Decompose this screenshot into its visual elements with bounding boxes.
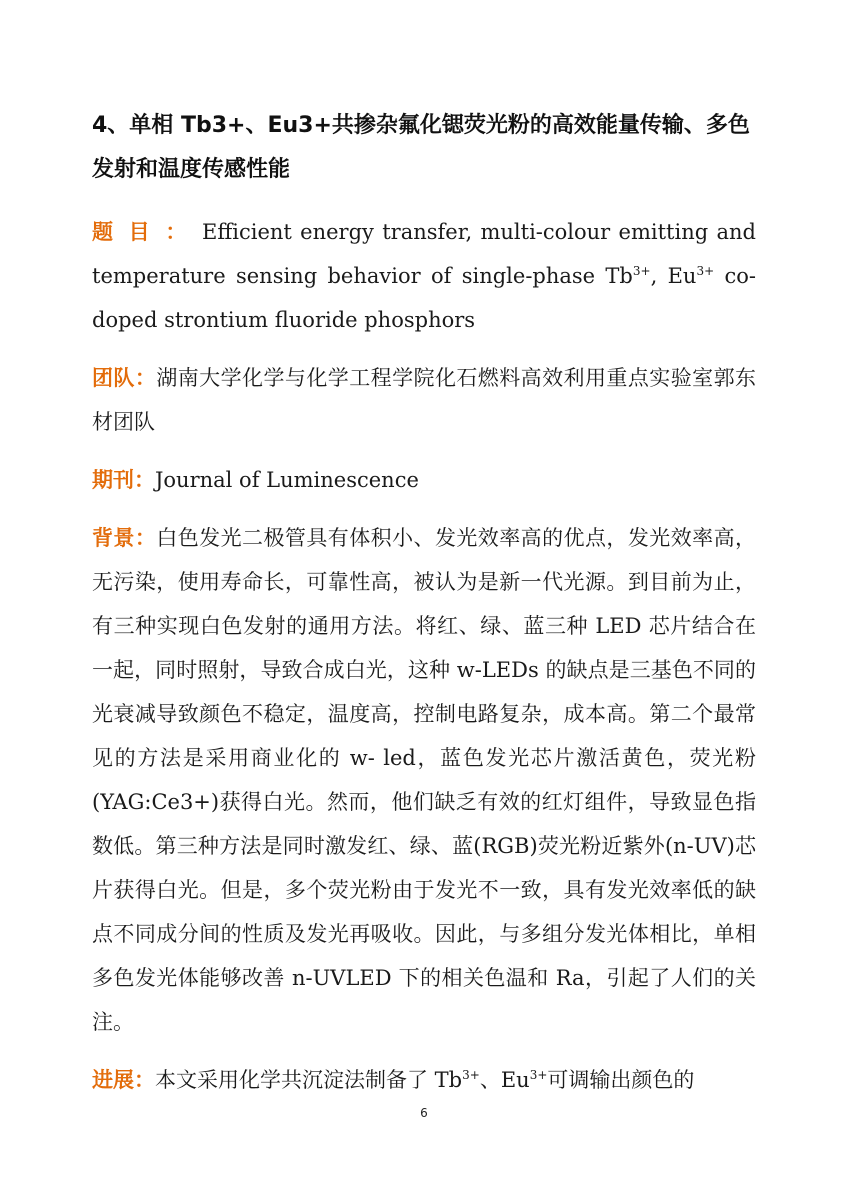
title-text-b: , Eu — [650, 264, 697, 288]
title-paragraph — [92, 210, 756, 342]
team-label: 团队： — [92, 366, 157, 390]
title-sup-a: 3+ — [632, 264, 651, 278]
background-label: 背景： — [92, 526, 157, 550]
journal-label: 期刊： — [92, 468, 155, 492]
progress-paragraph — [92, 1058, 756, 1102]
background-paragraph — [92, 516, 756, 1044]
page-number: 6 — [420, 1106, 428, 1120]
team-paragraph — [92, 356, 756, 444]
progress-label: 进展： — [92, 1068, 155, 1092]
progress-sup-a: 3+ — [462, 1068, 480, 1082]
journal-text: Journal of Luminescence — [155, 468, 419, 492]
journal-paragraph — [92, 458, 756, 502]
progress-sup-b: 3+ — [529, 1068, 548, 1082]
title-text-c: co-doped strontium fluoride phosphors — [92, 264, 756, 332]
progress-text-b: 、Eu — [479, 1068, 530, 1092]
document-page — [92, 104, 756, 1116]
progress-text-a: 本文采用化学共沉淀法制备了 Tb — [155, 1068, 463, 1092]
team-text: 湖南大学化学与化学工程学院化石燃料高效利用重点实验室郭东材团队 — [92, 366, 757, 434]
title-sup-b: 3+ — [696, 264, 715, 278]
progress-text-c: 可调输出颜色的 — [547, 1068, 695, 1092]
section-heading: 4、单相 Tb3+、Eu3+共掺杂氟化锶荧光粉的高效能量传输、多色发射和温度传感性能 — [92, 113, 750, 182]
background-text: 白色发光二极管具有体积小、发光效率高的优点，发光效率高，无污染，使用寿命长，可靠性高，被认为是新一代光源。到目前为止，有三种实现白色发射的通用方法。将红、绿、蓝三种 LED 芯片结合在一起，同时照射，导致合成白光，这种 w-LEDs 的缺点是三基色不同的光衰减导致颜色不稳定，温度高，控制电路复杂，成本高。第二个最常见的方法是采用商业化的 w- led，蓝色发光芯片激活黄色，荧光粉(YAG:Ce3+)获得白光。然而，他们缺乏有效的红灯组件，导致显色指数低。第三种方法是同时激发红、绿、蓝(RGB)荧光粉近紫外(n-UV)芯片获得白光。但是，多个荧光粉由于发光不一致，具有发光效率低的缺点不同成分间的性质及发光再吸收。因此，与多组分发光体相比，单相多色发光体能够改善 n-UVLED 下的相关色温和 Ra，引起了人们的关注。 — [92, 526, 757, 1034]
title-label: 题目： — [92, 220, 202, 244]
title-text-a: Efficient energy transfer, multi-colour emitting and temperature sensing behavior of single-phase Tb — [92, 220, 757, 288]
